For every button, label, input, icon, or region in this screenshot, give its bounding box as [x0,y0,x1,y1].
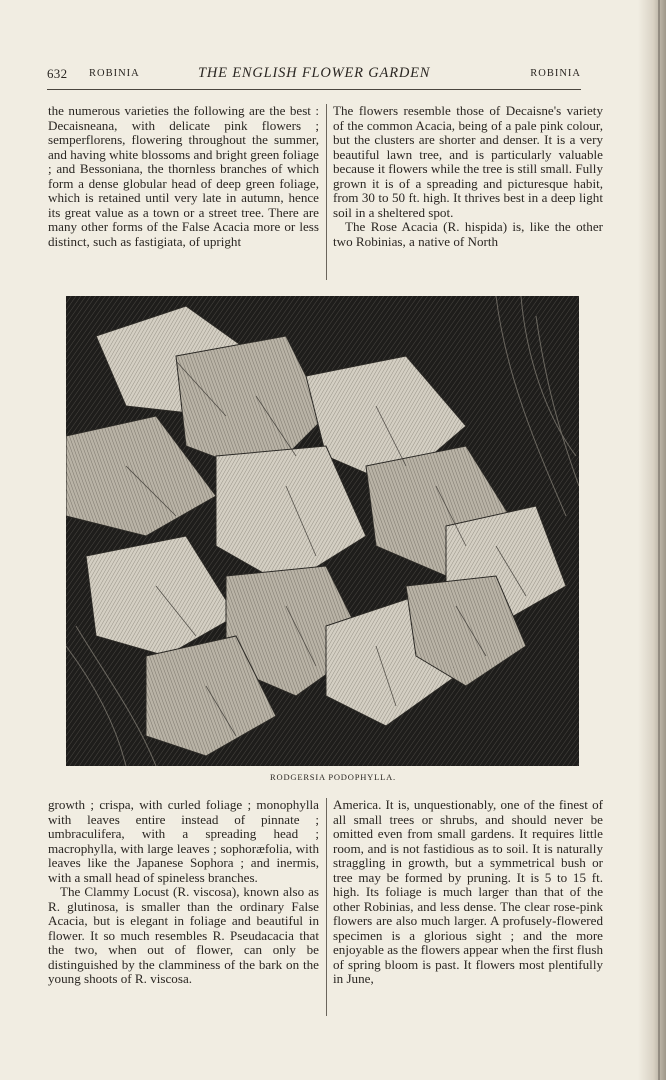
top-left-column [48,104,319,249]
page-binding-shadow [638,0,666,1080]
top-right-paragraph-1: The flowers resemble those of Decaisne's variety of the common Acacia, being of a pale pink colour, but the clusters are shorter and denser. It is a very beautiful lawn tree, and is particularly valuable because it flowers while the tree is still small. Fully grown it is of a spreading and picturesque habit, from 30 to 50 ft. high. It thrives best in a deep light soil in a sheltered spot. [333,103,603,220]
figure-caption: RODGERSIA PODOPHYLLA. [270,772,396,782]
page-binding-edge [658,0,660,1080]
bottom-right-paragraph: America. It is, unquestionably, one of the finest of all small trees or shrubs, and should never be omitted even from small gardens. It requires little room, and is not fastidious as to soil. It is naturally straggling in growth, but a symmetrical bush or tree may be formed by pruning. It is 5 to 15 ft. high. Its foliage is much larger than that of the other Robinias, and less dense. The clear rose-pink flowers are also much larger. A profusely-flowered specimen is a glorious sight ; and the more enjoyable as the flowers appear when the first flush of spring bloom is past. It flowers most plentifully in June, [333,797,603,986]
bottom-left-paragraph-1: growth ; crispa, with curled foliage ; monophylla with leaves entire instead of pinnate ; umbraculifera, with a spreading head ; macrophylla, with large leaves ; sophoræfolia, with leaves like the Japanese Sophora ; and inermis, with a small head of spineless branches. [48,797,319,885]
foliage-engraving [66,296,579,766]
page-number: 632 [47,66,68,81]
header-left-word: ROBINIA [89,68,140,79]
top-right-paragraph-2: The Rose Acacia (R. hispida) is, like the other two Robinias, a native of North [333,219,603,249]
bottom-column-divider [326,798,327,1016]
header-right-word: ROBINIA [530,68,581,79]
bottom-right-column [333,798,603,987]
bottom-left-column [48,798,319,987]
bottom-left-paragraph-2: The Clammy Locust (R. viscosa), known also as R. glutinosa, is smaller than the ordinary False Acacia, but is elegant in foliage and beautiful in flower. It so much resembles R. Pseudacacia that the two, when out of flower, can only be distinguished by the clamminess of the bark on the young shoots of R. viscosa. [48,884,319,986]
header-title: THE ENGLISH FLOWER GARDEN [198,65,431,81]
top-right-column [333,104,603,249]
running-header [47,64,581,84]
top-column-divider [326,104,327,280]
rodgersia-illustration [66,296,579,766]
top-left-paragraph: the numerous varieties the following are the best : Decaisneana, with delicate pink flowers ; semperflorens, flowering throughout the summer, and having white blossoms and bright green foliage ; and Bessoniana, the thornless branches of which form a dense globular head of deep green foliage, which is retained until very late in autumn, hence its great value as a town or a street tree. There are many other forms of the False Acacia more or less distinct, such as fastigiata, of upright [48,103,319,249]
header-rule [47,89,581,90]
